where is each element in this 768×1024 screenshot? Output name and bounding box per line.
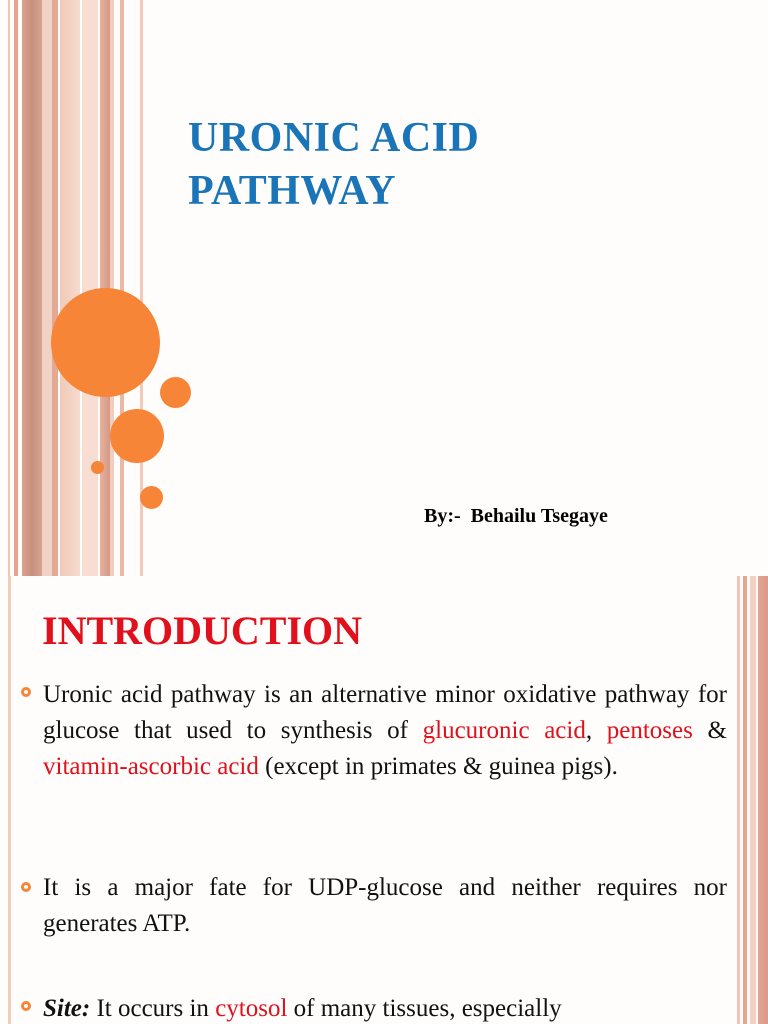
large-orange-circle bbox=[51, 288, 160, 397]
bullet-text: (except in primates & guinea pigs). bbox=[258, 753, 618, 780]
bullet-icon bbox=[21, 882, 31, 892]
decorative-stripe bbox=[758, 576, 768, 1024]
introduction-slide bbox=[0, 576, 768, 1024]
decorative-stripe bbox=[60, 0, 80, 576]
bullet-text: , bbox=[585, 717, 607, 744]
medium-orange-circle bbox=[110, 409, 164, 463]
tiny-orange-circle bbox=[91, 461, 104, 474]
site-label: Site: bbox=[43, 995, 91, 1022]
highlight-cytosol: cytosol bbox=[215, 995, 288, 1022]
bullet-text: of many tissues, especially bbox=[287, 995, 562, 1022]
decorative-stripe bbox=[42, 0, 52, 576]
decorative-stripe bbox=[52, 0, 58, 576]
decorative-stripe bbox=[750, 576, 756, 1024]
highlight-pentoses: pentoses bbox=[606, 717, 693, 744]
small-orange-circle bbox=[140, 486, 163, 509]
section-heading: INTRODUCTION bbox=[42, 608, 363, 653]
bullet-icon bbox=[21, 1001, 31, 1011]
bullet-site bbox=[43, 991, 727, 1024]
bullet-uronic-pathway bbox=[43, 677, 727, 785]
author-byline: By:- Behailu Tsegaye bbox=[424, 505, 608, 527]
decorative-stripe bbox=[22, 0, 42, 576]
decorative-stripe bbox=[14, 0, 18, 576]
decorative-stripe bbox=[8, 576, 11, 1024]
decorative-stripe bbox=[743, 576, 747, 1024]
bullet-text: Uronic acid pathway is an alternative minor oxidative pathway for glucose that used to synthesis of bbox=[43, 681, 727, 744]
highlight-glucuronic-acid: glucuronic acid bbox=[422, 717, 586, 744]
slide-title-line1: URONIC ACID bbox=[188, 115, 480, 161]
bullet-udp-glucose: It is a major fate for UDP-glucose and neither requires nor generates ATP. bbox=[43, 874, 727, 937]
small-orange-circle bbox=[160, 377, 191, 408]
highlight-vitamin-ascorbic-acid: vitamin-ascorbic acid bbox=[43, 753, 259, 780]
decorative-stripe bbox=[8, 0, 10, 576]
decorative-stripe bbox=[120, 0, 124, 576]
bullet-text: It occurs in bbox=[90, 995, 216, 1022]
bullet-icon bbox=[21, 687, 31, 697]
slide-title-line2: PATHWAY bbox=[188, 168, 397, 214]
bullet-text: & bbox=[692, 717, 727, 744]
decorative-stripe bbox=[737, 576, 740, 1024]
slide-title bbox=[188, 112, 479, 218]
